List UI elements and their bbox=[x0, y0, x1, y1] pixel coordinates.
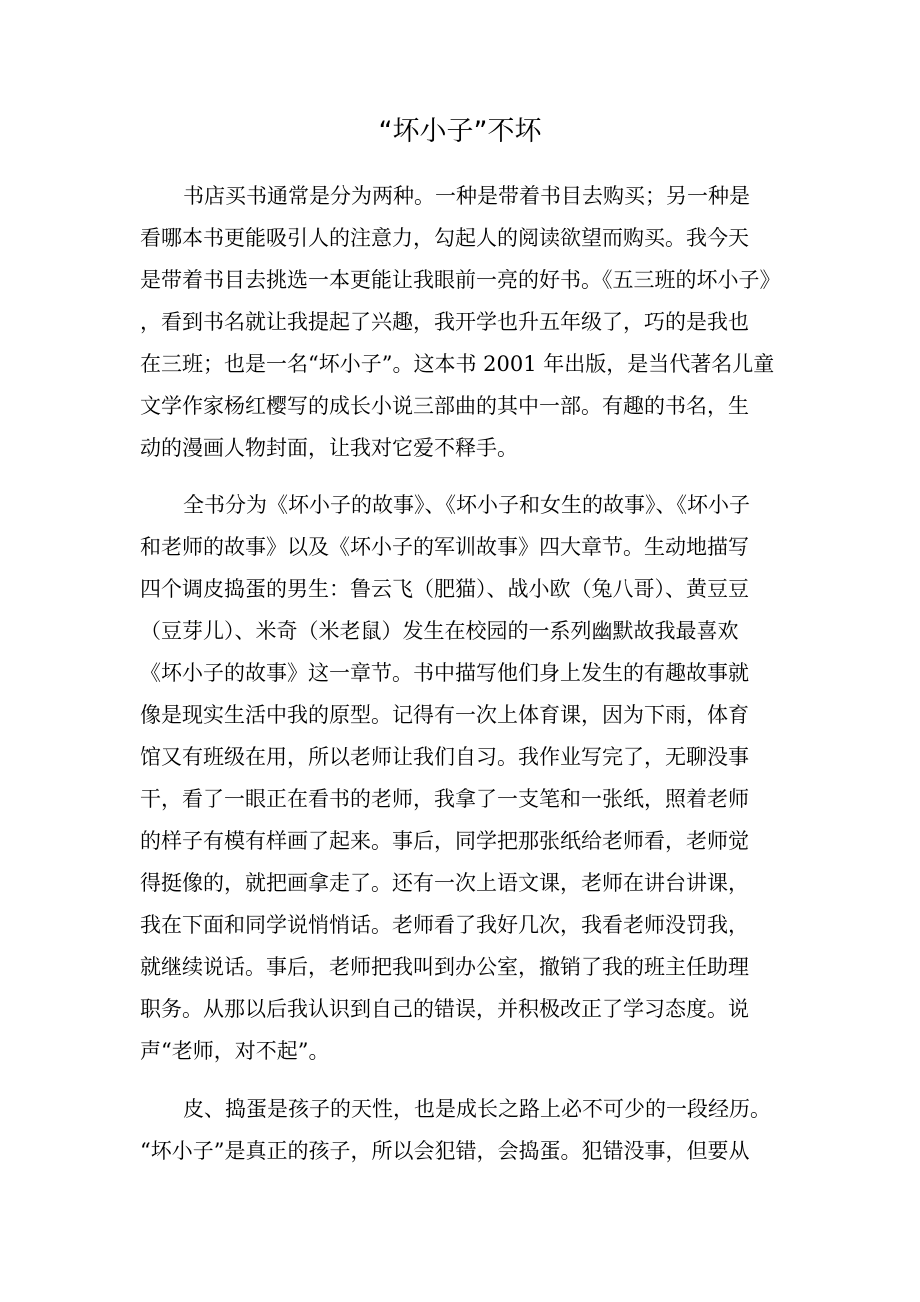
text-line: 得挺像的，就把画拿走了。还有一次上语文课，老师在讲台讲课， bbox=[140, 871, 749, 895]
text-line: 在三班；也是一名“坏小子”。这本书 2001 年出版，是当代著名儿童 bbox=[140, 352, 775, 376]
text-line: 看哪本书更能吸引人的注意力，勾起人的阅读欲望而购买。我今天 bbox=[140, 226, 749, 250]
text-line: ，看到书名就让我提起了兴趣，我开学也升五年级了，巧的是我也 bbox=[140, 310, 749, 334]
text-line: 书店买书通常是分为两种。一种是带着书目去购买；另一种是 bbox=[183, 184, 750, 208]
text-line: 的样子有模有样画了起来。事后，同学把那张纸给老师看，老师觉 bbox=[140, 829, 749, 853]
text-line: 和老师的故事》以及《坏小子的军训故事》四大章节。生动地描写 bbox=[140, 535, 749, 559]
text-line: 像是现实生活中我的原型。记得有一次上体育课，因为下雨，体育 bbox=[140, 703, 749, 727]
text-line: （豆芽儿）、米奇（米老鼠）发生在校园的一系列幽默故我最喜欢 bbox=[140, 619, 739, 643]
text-line: 全书分为《坏小子的故事》、《坏小子和女生的故事》、《坏小子 bbox=[183, 493, 750, 517]
text-line: 馆又有班级在用，所以老师让我们自习。我作业写完了，无聊没事 bbox=[140, 745, 749, 769]
text-line: 声“老师，对不起”。 bbox=[140, 1039, 330, 1063]
text-line: 《坏小子的故事》这一章节。书中描写他们身上发生的有趣故事就 bbox=[140, 661, 749, 685]
text-line: 就继续说话。事后，老师把我叫到办公室，撤销了我的班主任助理 bbox=[140, 955, 749, 979]
text-line: 皮、捣蛋是孩子的天性，也是成长之路上必不可少的一段经历。 bbox=[183, 1097, 771, 1121]
text-line: 职务。从那以后我认识到自己的错误，并积极改正了学习态度。说 bbox=[140, 997, 749, 1021]
text-line: 动的漫画人物封面，让我对它爱不释手。 bbox=[140, 436, 518, 460]
text-line: 干，看了一眼正在看书的老师，我拿了一支笔和一张纸，照着老师 bbox=[140, 787, 749, 811]
text-line: 我在下面和同学说悄悄话。老师看了我好几次，我看老师没罚我， bbox=[140, 913, 749, 937]
text-line: 文学作家杨红樱写的成长小说三部曲的其中一部。有趣的书名，生 bbox=[140, 394, 749, 418]
text-line: 是带着书目去挑选一本更能让我眼前一亮的好书。《五三班的坏小子》 bbox=[140, 268, 781, 292]
text-line: 四个调皮捣蛋的男生：鲁云飞（肥猫）、战小欧（兔八哥）、黄豆豆 bbox=[140, 577, 749, 601]
page-title: “坏小子”不坏 bbox=[378, 116, 542, 147]
text-line: “坏小子”是真正的孩子，所以会犯错，会捣蛋。犯错没事，但要从 bbox=[140, 1139, 750, 1163]
